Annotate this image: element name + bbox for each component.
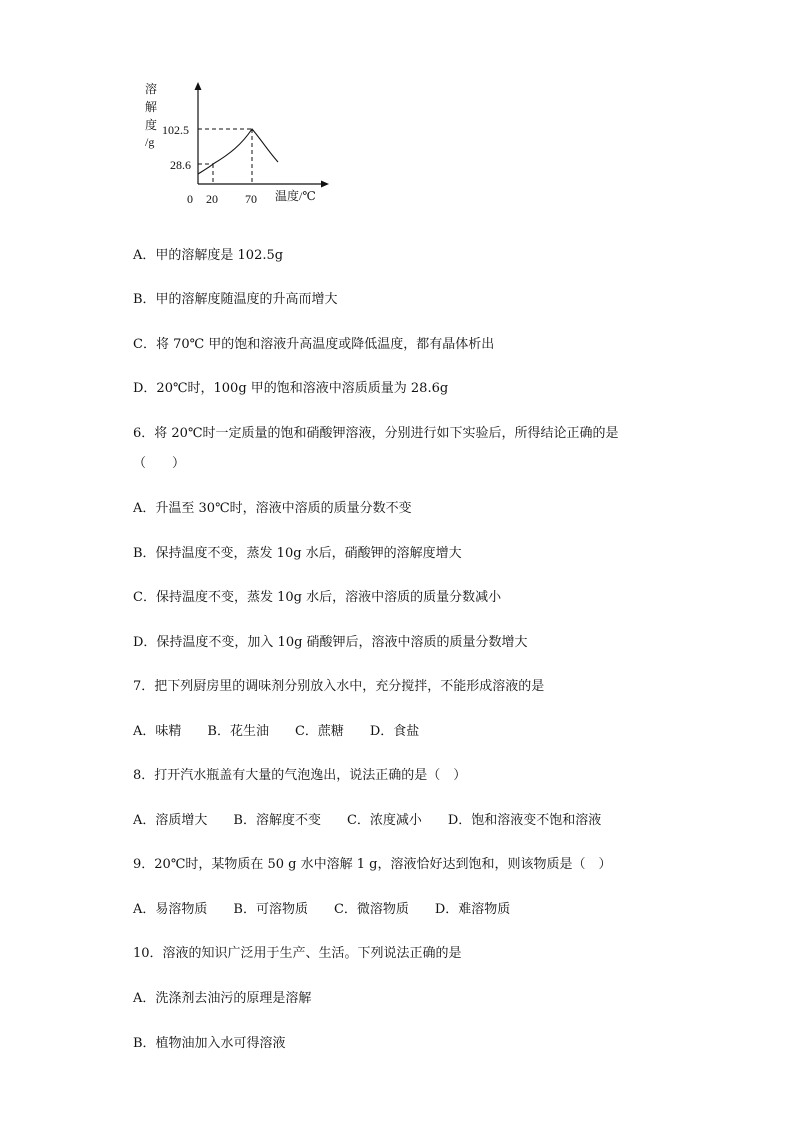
option-line: C．将 70℃ 甲的饱和溶液升高温度或降低温度，都有晶体析出 xyxy=(133,337,495,352)
option-line: A．甲的溶解度是 102.5g xyxy=(133,248,284,263)
y-axis-unit: /g xyxy=(145,135,155,149)
y-axis-label-char: 溶 xyxy=(145,82,158,96)
x-tick-label: 20 xyxy=(206,192,218,206)
option-line: A．易溶物质 B．可溶物质 C．微溶物质 D．难溶物质 xyxy=(133,902,511,917)
option-line: B．甲的溶解度随温度的升高而增大 xyxy=(133,292,338,307)
answer-brackets: （ ） xyxy=(133,456,186,471)
option-line: D．保持温度不变，加入 10g 硝酸钾后，溶液中溶质的质量分数增大 xyxy=(133,635,528,650)
y-axis-label-char: 解 xyxy=(145,100,158,114)
question-stem: 9．20℃时，某物质在 50 g 水中溶解 1 g，溶液恰好达到饱和，则该物质是（ ） xyxy=(133,857,612,872)
y-tick-label: 28.6 xyxy=(170,158,191,172)
option-line: B．植物油加入水可得溶液 xyxy=(133,1036,286,1051)
question-stem: 8．打开汽水瓶盖有大量的气泡逸出，说法正确的是（ ） xyxy=(133,768,467,783)
option-line: A．味精 B．花生油 C．蔗糖 D．食盐 xyxy=(133,724,420,739)
option-line: C．保持温度不变，蒸发 10g 水后，溶液中溶质的质量分数减小 xyxy=(133,590,502,605)
question-stem: 10．溶液的知识广泛用于生产、生活。下列说法正确的是 xyxy=(133,946,462,961)
x-tick-label: 0 xyxy=(187,192,193,206)
option-line: D．20℃时，100g 甲的饱和溶液中溶质质量为 28.6g xyxy=(133,381,449,396)
question-stem: 6．将 20℃时一定质量的饱和硝酸钾溶液，分别进行如下实验后，所得结论正确的是 xyxy=(133,426,619,441)
option-line: A．溶质增大 B．溶解度不变 C．浓度减小 D．饱和溶液变不饱和溶液 xyxy=(133,813,602,828)
y-axis-arrow xyxy=(195,82,202,90)
option-line: A．升温至 30℃时，溶液中溶质的质量分数不变 xyxy=(133,501,412,516)
y-axis-label-char: 度 xyxy=(145,118,158,132)
x-axis-label: 温度/℃ xyxy=(275,189,316,203)
option-line: B．保持温度不变，蒸发 10g 水后，硝酸钾的溶解度增大 xyxy=(133,546,462,561)
solubility-curve-figure xyxy=(138,76,338,211)
y-tick-label: 102.5 xyxy=(162,123,189,137)
x-tick-label: 70 xyxy=(245,192,257,206)
solubility-curve xyxy=(198,129,278,174)
question-stem: 7．把下列厨房里的调味剂分别放入水中，充分搅拌，不能形成溶液的是 xyxy=(133,679,545,694)
option-line: A．洗涤剂去油污的原理是溶解 xyxy=(133,991,312,1006)
x-axis-arrow xyxy=(321,181,329,188)
